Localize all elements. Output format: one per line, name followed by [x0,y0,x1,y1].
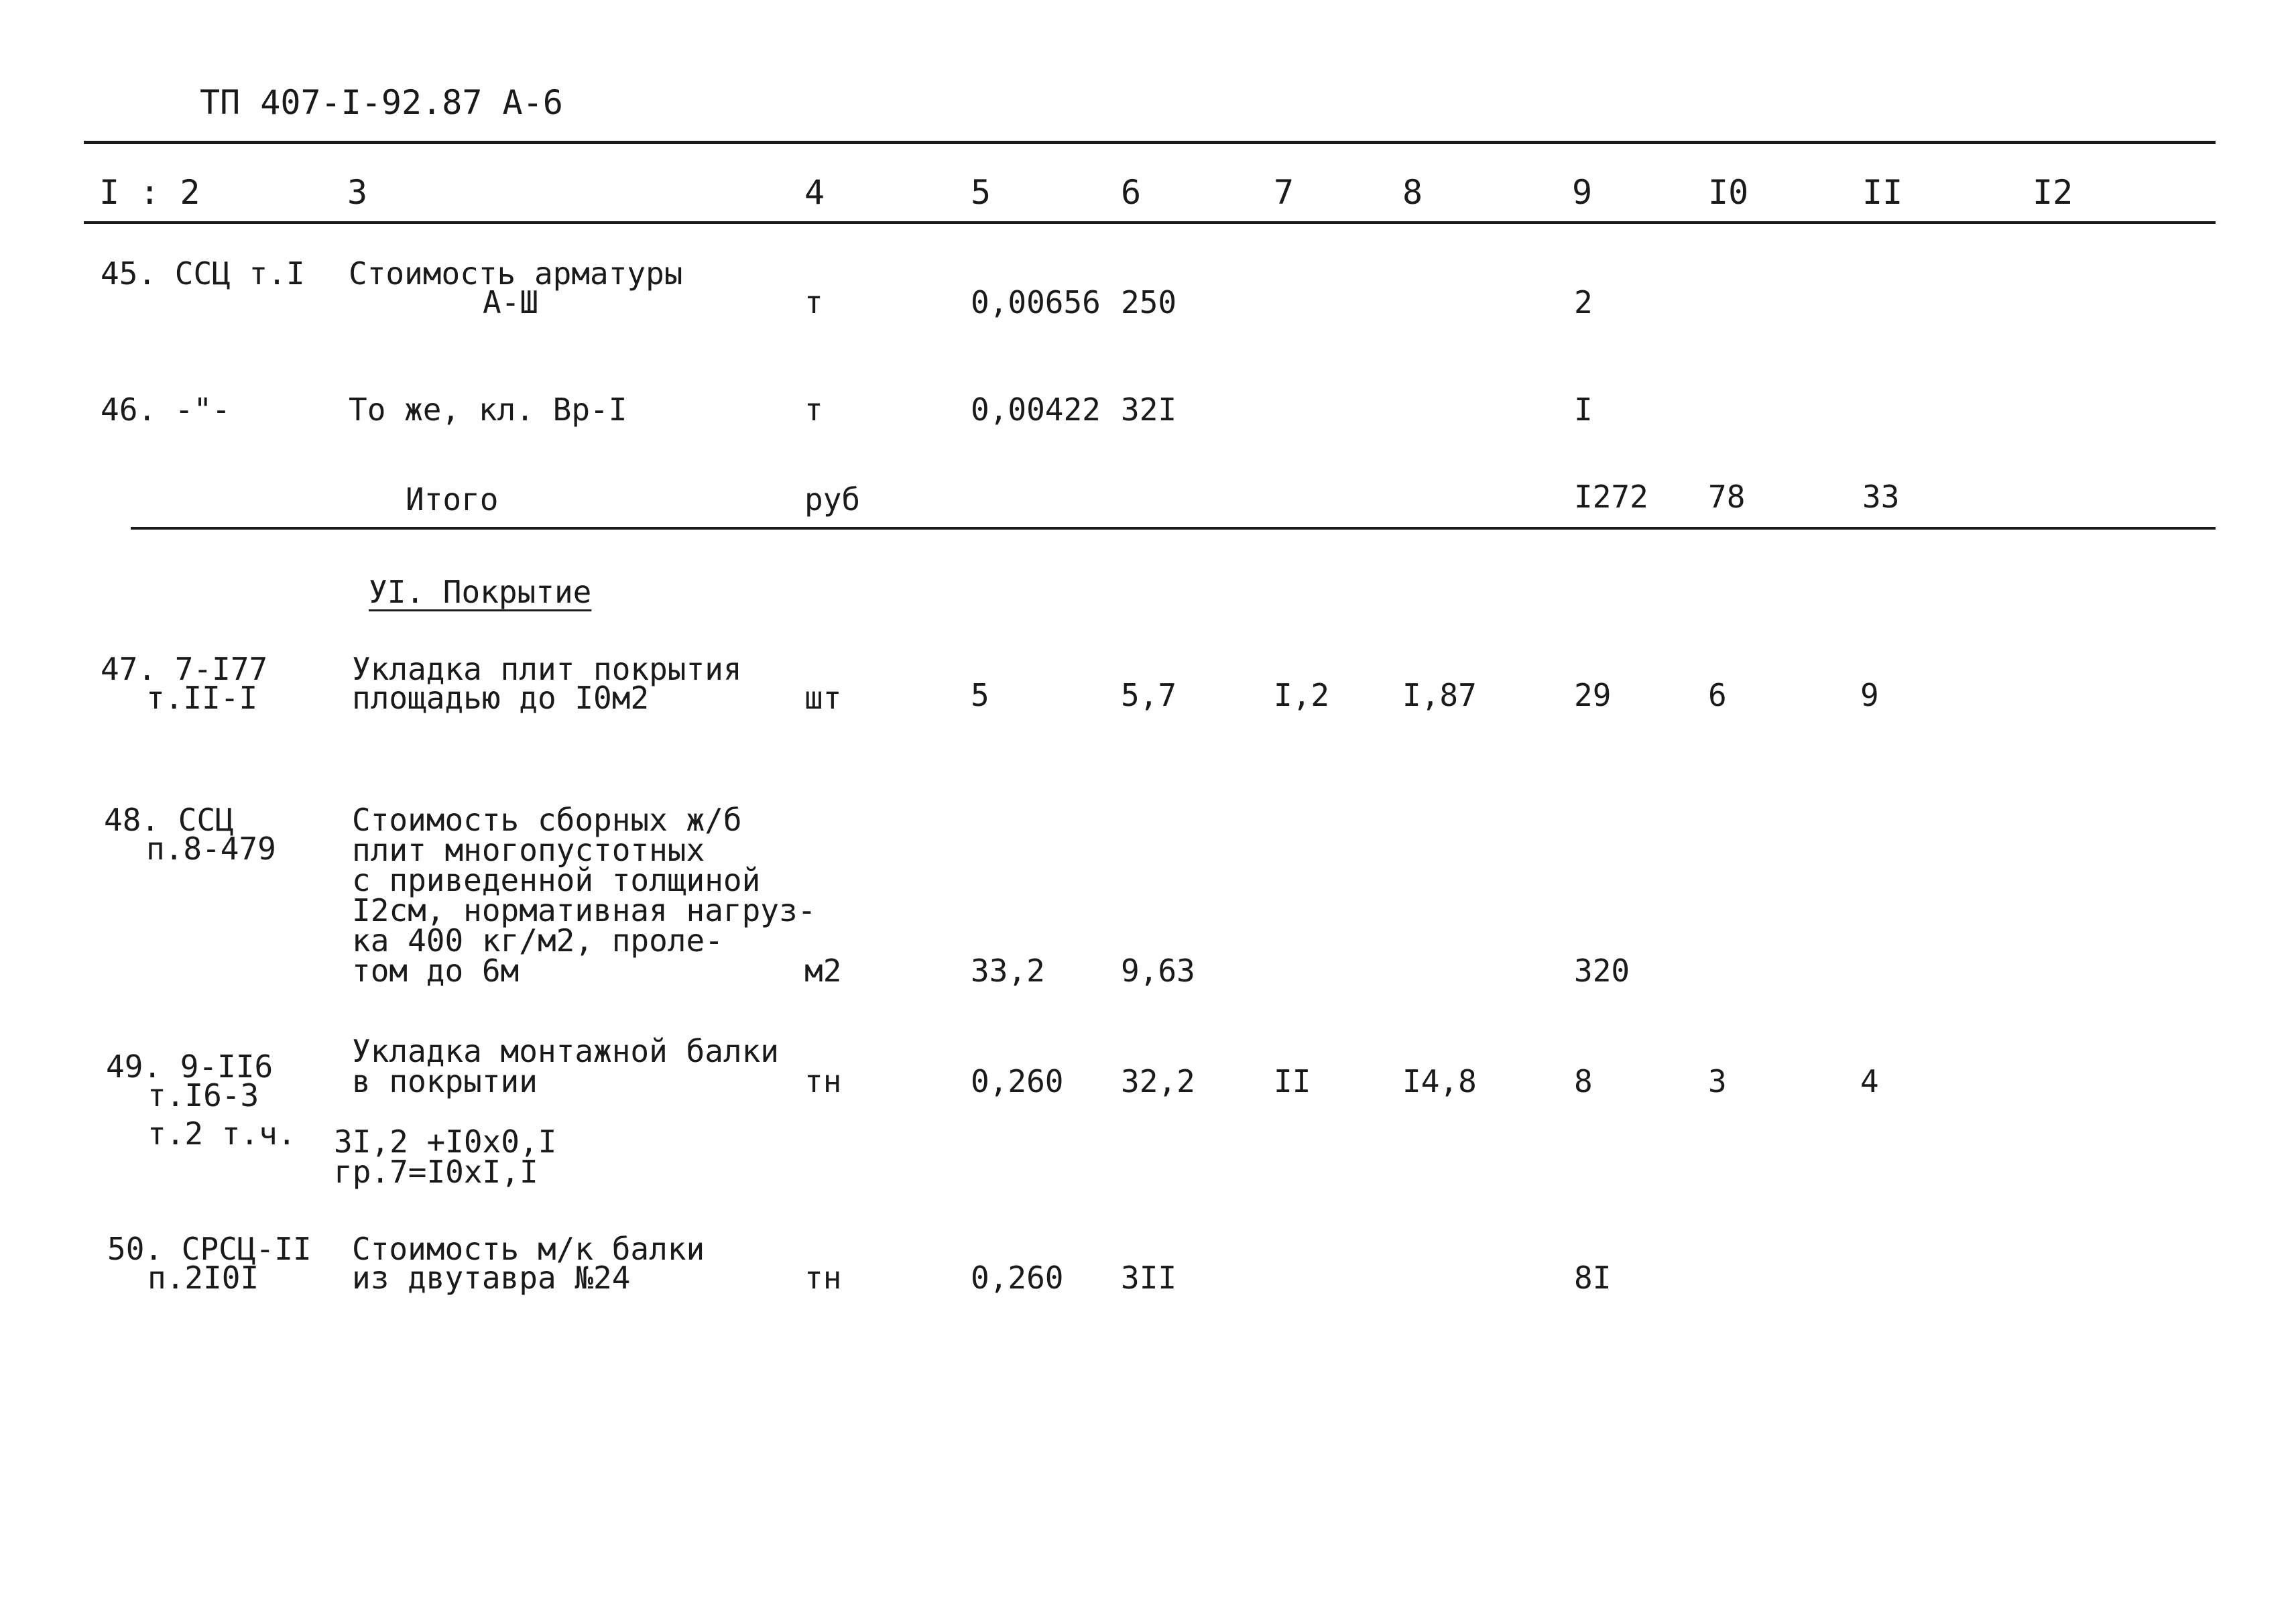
row-unit-price: 3II [1121,1260,1177,1296]
col-header-9: 9 [1572,173,1593,212]
row-col10: 3 [1708,1063,1727,1099]
row-description-line: А-Ш [483,284,539,320]
col-header-4: 4 [804,173,825,212]
row-description-line: Стоимость сборных ж/б [352,802,742,838]
row-description-line: с приведенной толщиной [352,862,761,898]
row-description-line: Стоимость м/к балки [352,1231,705,1267]
header-rule [84,221,2216,224]
row-col8: I4,8 [1402,1063,1477,1099]
row-quantity: 0,00656 [971,284,1101,320]
row-number: 46. -"- [101,392,231,428]
row-number-line: 49. 9-II6 [106,1048,274,1085]
col-header-11: II [1862,173,1903,212]
row-description-line: ка 400 кг/м2, проле- [352,922,723,959]
row-number-line: т.I6-3 [147,1077,259,1114]
col-header-12: I2 [2033,173,2073,212]
col-header-10: I0 [1708,173,1749,212]
row-description-line: площадью до I0м2 [352,680,650,716]
row-description-line: из двутавра №24 [352,1260,631,1296]
row-total: I [1574,392,1593,428]
row-unit: тн [804,1260,842,1296]
subtotal-label: Итого [406,481,499,518]
row-number-line: 47. 7-I77 [101,651,268,687]
row-description-line: в покрытии [352,1063,538,1099]
row-unit-price: 250 [1121,284,1177,320]
subtotal-unit: руб [804,481,861,518]
row-unit-price: 9,63 [1121,953,1195,989]
row-description-line: I2см, нормативная нагруз- [352,892,817,928]
row-number-line: т.2 т.ч. [147,1116,296,1152]
row-unit-price: 32,2 [1121,1063,1195,1099]
row-col7: I,2 [1274,677,1330,713]
row-quantity: 0,260 [971,1063,1064,1099]
row-calc-line: 3I,2 +I0х0,I [334,1124,557,1160]
row-unit: м2 [804,953,842,989]
row-col7: II [1274,1063,1311,1099]
col-header-6: 6 [1121,173,1142,212]
row-quantity: 0,00422 [971,392,1101,428]
row-unit-price: 32I [1121,392,1177,428]
row-unit: шт [804,680,842,716]
row-number-line: 50. СРСЦ-II [107,1231,312,1267]
row-total: 320 [1574,953,1630,989]
row-description-line: То же, кл. Вр-I [349,392,627,428]
row-total: 29 [1574,677,1612,713]
row-total: 2 [1574,284,1593,320]
row-total: 8 [1574,1063,1593,1099]
row-total: 8I [1574,1260,1612,1296]
top-rule [84,141,2216,144]
col-header-3: 3 [347,173,368,212]
row-number-line: п.2I0I [147,1260,259,1296]
subtotal-rule [131,527,2216,530]
row-description-line: Укладка монтажной балки [352,1033,779,1069]
row-number: 45. ССЦ т.I [101,255,305,292]
row-col11: 9 [1860,677,1879,713]
row-col8: I,87 [1402,677,1477,713]
col-header-7: 7 [1274,173,1294,212]
row-unit: т [804,284,823,320]
subtotal-total: I272 [1574,479,1648,515]
row-quantity: 5 [971,677,989,713]
col-header-1-2: I : 2 [99,173,200,212]
row-calc-line: гр.7=I0хI,I [334,1154,538,1190]
col-header-8: 8 [1402,173,1423,212]
row-unit-price: 5,7 [1121,677,1177,713]
row-description-line: Укладка плит покрытия [352,651,742,687]
row-number-line: п.8-479 [146,831,276,867]
row-number-line: т.II-I [146,680,258,716]
row-quantity: 0,260 [971,1260,1064,1296]
row-description-line: плит многопустотных [352,832,705,868]
row-quantity: 33,2 [971,953,1045,989]
row-description-line: Стоимость арматуры [349,255,683,292]
row-description-line: том до 6м [352,953,520,989]
row-unit: тн [804,1063,842,1099]
row-col11: 4 [1860,1063,1879,1099]
section-title: УI. Покрытие [369,574,592,610]
row-number-line: 48. ССЦ [104,802,234,838]
row-col10: 6 [1708,677,1727,713]
document-code: ТП 407-I-92.87 А-6 [200,83,563,122]
subtotal-col11: 33 [1862,479,1900,515]
row-unit: т [804,392,823,428]
subtotal-col10: 78 [1708,479,1746,515]
col-header-5: 5 [971,173,991,212]
